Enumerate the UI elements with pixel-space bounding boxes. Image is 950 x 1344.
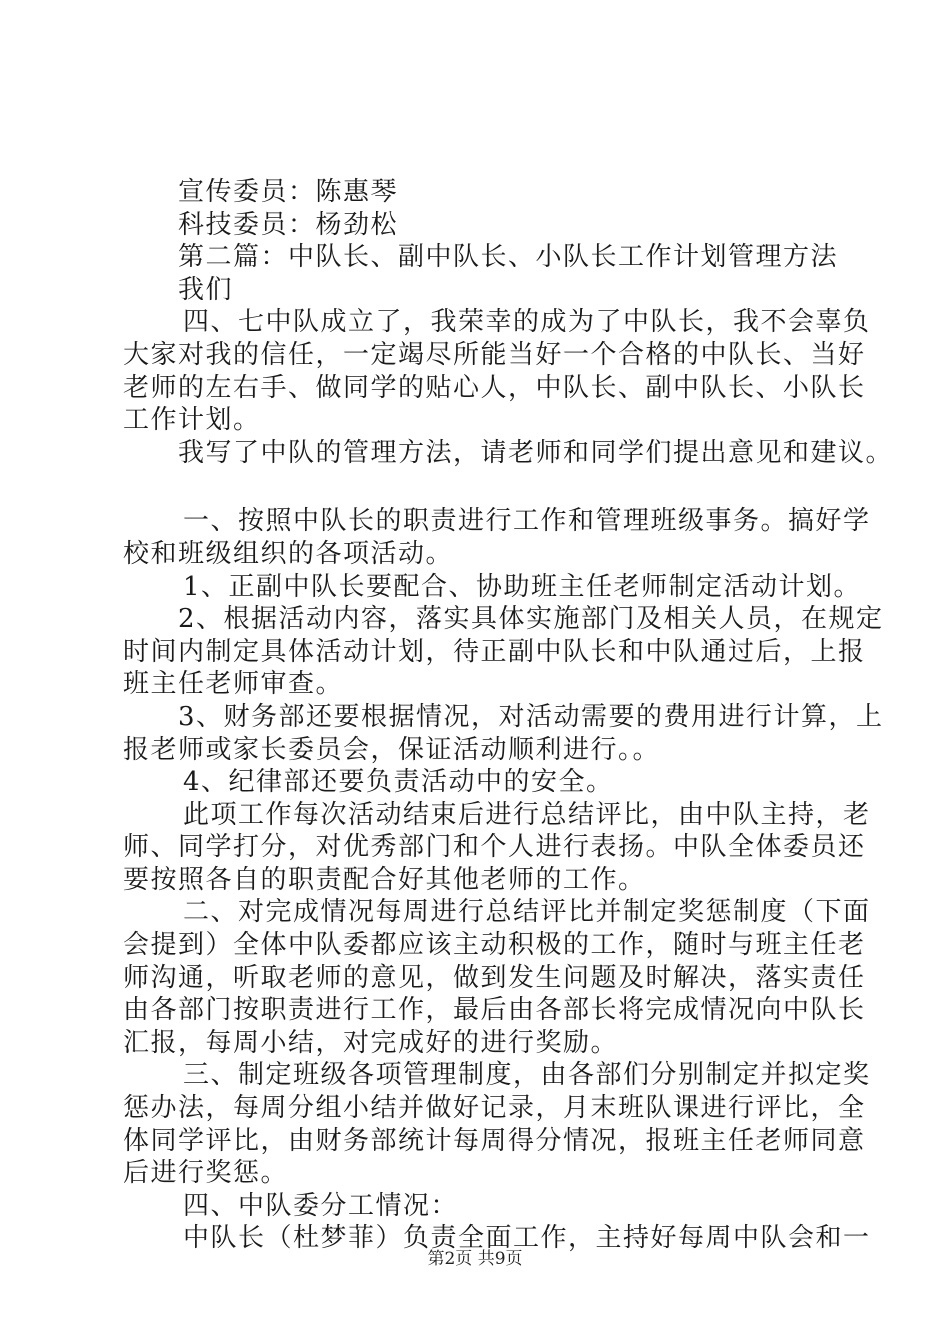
paragraph-line: 师沟通，听取老师的意见，做到发生问题及时解决，落实责任	[123, 962, 866, 993]
paragraph-line: 3、财务部还要根据情况，对活动需要的费用进行计算，上	[178, 701, 884, 732]
paragraph-line: 我写了中队的管理方法，请老师和同学们提出意见和建议。	[178, 437, 894, 468]
blank-line	[123, 469, 843, 505]
text-line: 科技委员：杨劲松	[178, 209, 399, 240]
paragraph-line: 1、正副中队长要配合、协助班主任老师制定活动计划。	[183, 571, 862, 602]
paragraph-line: 三、制定班级各项管理制度，由各部们分别制定并拟定奖	[183, 1060, 871, 1091]
paragraph-line: 班主任老师审查。	[123, 669, 344, 700]
paragraph-line: 二、对完成情况每周进行总结评比并制定奖惩制度（下面	[183, 897, 871, 928]
paragraph-line: 老师的左右手、做同学的贴心人，中队长、副中队长、小队长	[123, 372, 866, 403]
text-line: 宣传委员：陈惠琴	[178, 177, 399, 207]
paragraph-line: 四、七中队成立了，我荣幸的成为了中队长，我不会辜负	[183, 307, 871, 338]
paragraph-line: 大家对我的信任，一定竭尽所能当好一个合格的中队长、当好	[123, 339, 866, 370]
paragraph-line: 要按照各自的职责配合好其他老师的工作。	[123, 864, 646, 895]
paragraph-line: 中队长（杜梦菲）负责全面工作，主持好每周中队会和一	[183, 1223, 871, 1254]
paragraph-line: 2、根据活动内容，落实具体实施部门及相关人员，在规定	[178, 604, 884, 635]
paragraph-line: 校和班级组织的各项活动。	[123, 538, 454, 569]
document-body	[123, 176, 894, 1255]
paragraph-line: 体同学评比，由财务部统计每周得分情况，报班主任老师同意	[123, 1125, 866, 1156]
paragraph-line: 一、按照中队长的职责进行工作和管理班级事务。搞好学	[183, 506, 871, 537]
page-number-footer: 第2页 共9页	[427, 1249, 523, 1269]
paragraph-line: 汇报，每周小结，对完成好的进行奖励。	[123, 1027, 619, 1058]
paragraph-line: 惩办法，每周分组小结并做好记录，月末班队课进行评比，全	[123, 1093, 866, 1124]
paragraph-line: 4、纪律部还要负责活动中的安全。	[183, 767, 614, 798]
paragraph-line: 师、同学打分，对优秀部门和个人进行表扬。中队全体委员还	[123, 832, 866, 863]
paragraph-line: 会提到）全体中队委都应该主动积极的工作，随时与班主任老	[123, 930, 866, 961]
paragraph-line: 报老师或家长委员会，保证活动顺利进行。。	[123, 734, 661, 765]
paragraph-line: 后进行奖惩。	[123, 1158, 289, 1189]
paragraph-line: 四、中队委分工情况：	[183, 1190, 459, 1221]
paragraph-line: 时间内制定具体活动计划，待正副中队长和中队通过后，上报	[123, 636, 866, 667]
text-line: 我们	[178, 274, 234, 305]
paragraph-line: 工作计划。	[123, 405, 261, 436]
paragraph-line: 由各部门按职责进行工作，最后由各部长将完成情况向中队长	[123, 995, 866, 1026]
section-heading: 第二篇：中队长、副中队长、小队长工作计划管理方法	[178, 242, 839, 273]
paragraph-line: 此项工作每次活动结束后进行总结评比，由中队主持，老	[183, 799, 871, 830]
